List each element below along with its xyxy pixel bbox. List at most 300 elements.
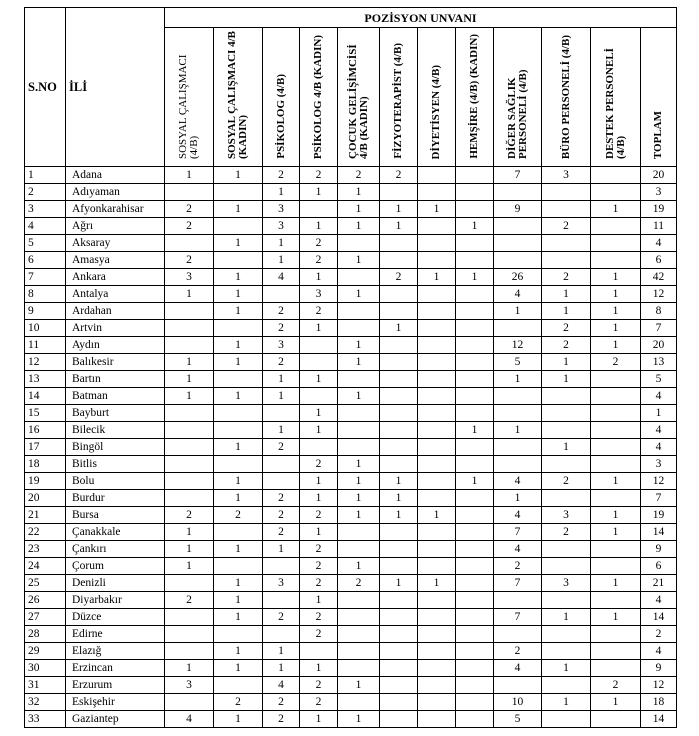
count-cell bbox=[338, 371, 380, 388]
total-cell: 4 bbox=[641, 388, 677, 405]
count-cell: 2 bbox=[542, 269, 591, 286]
count-cell: 1 bbox=[214, 337, 263, 354]
count-cell bbox=[418, 235, 456, 252]
count-cell: 2 bbox=[380, 269, 418, 286]
count-cell bbox=[418, 473, 456, 490]
count-cell: 1 bbox=[338, 252, 380, 269]
total-cell: 19 bbox=[641, 507, 677, 524]
count-cell bbox=[418, 184, 456, 201]
count-cell: 2 bbox=[300, 167, 338, 184]
province-cell: Bayburt bbox=[66, 405, 165, 422]
count-cell: 1 bbox=[591, 320, 641, 337]
column-header bbox=[380, 28, 418, 167]
count-cell: 2 bbox=[263, 167, 300, 184]
count-cell: 2 bbox=[165, 218, 214, 235]
count-cell: 2 bbox=[263, 694, 300, 711]
count-cell: 1 bbox=[300, 524, 338, 541]
count-cell bbox=[494, 235, 542, 252]
total-cell: 20 bbox=[641, 337, 677, 354]
count-cell bbox=[456, 643, 494, 660]
count-cell: 1 bbox=[300, 490, 338, 507]
sno-cell: 10 bbox=[25, 320, 66, 337]
count-cell: 1 bbox=[300, 473, 338, 490]
count-cell bbox=[380, 592, 418, 609]
count-cell: 2 bbox=[300, 575, 338, 592]
count-cell bbox=[542, 711, 591, 728]
count-cell bbox=[418, 626, 456, 643]
count-cell: 2 bbox=[300, 507, 338, 524]
sno-cell: 24 bbox=[25, 558, 66, 575]
count-cell: 1 bbox=[456, 473, 494, 490]
count-cell: 2 bbox=[338, 167, 380, 184]
province-cell: Çankırı bbox=[66, 541, 165, 558]
count-cell bbox=[456, 252, 494, 269]
count-cell: 10 bbox=[494, 694, 542, 711]
count-cell bbox=[542, 592, 591, 609]
column-header-label: HEMŞİRE (4/B) (KADIN) bbox=[468, 34, 480, 159]
column-header-label: BÜRO PERSONELİ (4/B) bbox=[559, 34, 572, 159]
table-row bbox=[25, 201, 677, 218]
count-cell: 2 bbox=[263, 320, 300, 337]
total-cell: 6 bbox=[641, 252, 677, 269]
count-cell: 3 bbox=[263, 201, 300, 218]
table-row bbox=[25, 711, 677, 728]
sno-cell: 20 bbox=[25, 490, 66, 507]
count-cell: 1 bbox=[338, 354, 380, 371]
sno-cell: 31 bbox=[25, 677, 66, 694]
count-cell bbox=[456, 320, 494, 337]
count-cell: 2 bbox=[263, 711, 300, 728]
count-cell: 1 bbox=[338, 218, 380, 235]
count-cell: 1 bbox=[214, 354, 263, 371]
count-cell: 1 bbox=[418, 575, 456, 592]
province-cell: Afyonkarahisar bbox=[66, 201, 165, 218]
count-cell bbox=[380, 184, 418, 201]
count-cell bbox=[591, 626, 641, 643]
table-row bbox=[25, 490, 677, 507]
count-cell bbox=[418, 388, 456, 405]
column-header bbox=[494, 28, 542, 167]
count-cell bbox=[456, 558, 494, 575]
count-cell: 2 bbox=[300, 558, 338, 575]
count-cell: 1 bbox=[542, 286, 591, 303]
count-cell bbox=[380, 711, 418, 728]
count-cell bbox=[456, 303, 494, 320]
count-cell bbox=[456, 354, 494, 371]
count-cell: 1 bbox=[542, 609, 591, 626]
count-cell: 2 bbox=[263, 439, 300, 456]
count-cell: 3 bbox=[300, 286, 338, 303]
count-cell bbox=[456, 456, 494, 473]
count-cell bbox=[214, 371, 263, 388]
sno-cell: 4 bbox=[25, 218, 66, 235]
column-header-label: DİYETİSYEN (4/B) bbox=[430, 64, 442, 159]
count-cell bbox=[591, 643, 641, 660]
province-cell: Çanakkale bbox=[66, 524, 165, 541]
count-cell: 1 bbox=[338, 184, 380, 201]
count-cell bbox=[591, 218, 641, 235]
count-cell bbox=[214, 677, 263, 694]
count-cell bbox=[456, 609, 494, 626]
count-cell bbox=[591, 184, 641, 201]
count-cell bbox=[165, 490, 214, 507]
count-cell: 1 bbox=[214, 473, 263, 490]
count-cell: 1 bbox=[214, 490, 263, 507]
count-cell bbox=[591, 167, 641, 184]
count-cell: 1 bbox=[263, 660, 300, 677]
column-header-label: ÇOCUK GELİŞİMCİSİ 4/B (KADIN) bbox=[346, 44, 370, 159]
count-cell: 1 bbox=[214, 643, 263, 660]
column-header bbox=[418, 28, 456, 167]
count-cell bbox=[418, 711, 456, 728]
count-cell bbox=[591, 592, 641, 609]
total-cell: 4 bbox=[641, 643, 677, 660]
province-cell: Adıyaman bbox=[66, 184, 165, 201]
count-cell: 1 bbox=[214, 303, 263, 320]
total-cell: 3 bbox=[641, 456, 677, 473]
count-cell: 1 bbox=[263, 235, 300, 252]
total-cell: 42 bbox=[641, 269, 677, 286]
count-cell: 26 bbox=[494, 269, 542, 286]
count-cell bbox=[456, 524, 494, 541]
province-cell: Çorum bbox=[66, 558, 165, 575]
count-cell bbox=[338, 524, 380, 541]
table-row bbox=[25, 575, 677, 592]
total-cell: 14 bbox=[641, 711, 677, 728]
count-cell bbox=[494, 592, 542, 609]
count-cell: 1 bbox=[380, 320, 418, 337]
sno-cell: 5 bbox=[25, 235, 66, 252]
count-cell bbox=[456, 405, 494, 422]
count-cell bbox=[380, 558, 418, 575]
count-cell: 1 bbox=[165, 167, 214, 184]
sno-cell: 8 bbox=[25, 286, 66, 303]
count-cell: 1 bbox=[263, 252, 300, 269]
count-cell bbox=[494, 405, 542, 422]
count-cell: 1 bbox=[165, 388, 214, 405]
count-cell bbox=[542, 201, 591, 218]
province-cell: Batman bbox=[66, 388, 165, 405]
count-cell bbox=[542, 490, 591, 507]
sno-cell: 18 bbox=[25, 456, 66, 473]
count-cell bbox=[418, 456, 456, 473]
count-cell: 1 bbox=[591, 337, 641, 354]
count-cell: 5 bbox=[494, 354, 542, 371]
count-cell bbox=[418, 167, 456, 184]
count-cell bbox=[418, 677, 456, 694]
sno-cell: 9 bbox=[25, 303, 66, 320]
sno-cell: 25 bbox=[25, 575, 66, 592]
province-cell: Bingöl bbox=[66, 439, 165, 456]
table-row bbox=[25, 609, 677, 626]
count-cell: 2 bbox=[300, 626, 338, 643]
sno-cell: 6 bbox=[25, 252, 66, 269]
sno-cell: 23 bbox=[25, 541, 66, 558]
column-header bbox=[456, 28, 494, 167]
province-cell: Diyarbakır bbox=[66, 592, 165, 609]
count-cell bbox=[165, 694, 214, 711]
count-cell: 1 bbox=[338, 388, 380, 405]
count-cell bbox=[456, 490, 494, 507]
count-cell: 1 bbox=[591, 694, 641, 711]
count-cell: 2 bbox=[542, 524, 591, 541]
count-cell: 3 bbox=[542, 167, 591, 184]
count-cell: 9 bbox=[494, 201, 542, 218]
count-cell bbox=[494, 252, 542, 269]
sno-cell: 22 bbox=[25, 524, 66, 541]
table-row bbox=[25, 524, 677, 541]
count-cell bbox=[418, 303, 456, 320]
count-cell bbox=[591, 558, 641, 575]
count-cell bbox=[542, 422, 591, 439]
total-cell: 8 bbox=[641, 303, 677, 320]
total-cell: 2 bbox=[641, 626, 677, 643]
sno-cell: 13 bbox=[25, 371, 66, 388]
count-cell: 3 bbox=[542, 575, 591, 592]
province-cell: Bartın bbox=[66, 371, 165, 388]
sno-cell: 32 bbox=[25, 694, 66, 711]
count-cell bbox=[456, 167, 494, 184]
count-cell: 1 bbox=[456, 422, 494, 439]
count-cell bbox=[418, 643, 456, 660]
count-cell bbox=[456, 184, 494, 201]
count-cell bbox=[380, 694, 418, 711]
count-cell: 1 bbox=[380, 218, 418, 235]
count-cell: 1 bbox=[456, 218, 494, 235]
count-cell bbox=[380, 609, 418, 626]
count-cell bbox=[380, 303, 418, 320]
total-cell: 4 bbox=[641, 422, 677, 439]
count-cell: 1 bbox=[542, 303, 591, 320]
count-cell: 12 bbox=[494, 337, 542, 354]
count-cell bbox=[591, 490, 641, 507]
count-cell: 1 bbox=[300, 371, 338, 388]
count-cell: 1 bbox=[494, 422, 542, 439]
province-cell: Ardahan bbox=[66, 303, 165, 320]
count-cell: 1 bbox=[165, 524, 214, 541]
count-cell: 4 bbox=[494, 541, 542, 558]
sno-cell: 7 bbox=[25, 269, 66, 286]
sno-cell: 19 bbox=[25, 473, 66, 490]
count-cell bbox=[542, 388, 591, 405]
count-cell bbox=[380, 456, 418, 473]
count-cell bbox=[165, 405, 214, 422]
count-cell: 3 bbox=[263, 337, 300, 354]
count-cell: 2 bbox=[591, 354, 641, 371]
count-cell: 1 bbox=[300, 405, 338, 422]
table-row bbox=[25, 592, 677, 609]
count-cell: 1 bbox=[300, 184, 338, 201]
total-cell: 13 bbox=[641, 354, 677, 371]
count-cell: 3 bbox=[263, 218, 300, 235]
count-cell: 1 bbox=[214, 660, 263, 677]
sno-cell: 15 bbox=[25, 405, 66, 422]
count-cell bbox=[591, 405, 641, 422]
count-cell bbox=[338, 592, 380, 609]
table-row bbox=[25, 405, 677, 422]
count-cell: 1 bbox=[542, 354, 591, 371]
count-cell bbox=[263, 473, 300, 490]
sno-cell: 1 bbox=[25, 167, 66, 184]
province-cell: Burdur bbox=[66, 490, 165, 507]
count-cell: 1 bbox=[338, 337, 380, 354]
count-cell: 7 bbox=[494, 524, 542, 541]
table-row bbox=[25, 371, 677, 388]
count-cell bbox=[338, 626, 380, 643]
count-cell: 2 bbox=[300, 609, 338, 626]
count-cell bbox=[418, 218, 456, 235]
column-header-label: DİĞER SAĞLIK PERSONELİ (4/B) bbox=[505, 69, 529, 159]
total-cell: 3 bbox=[641, 184, 677, 201]
count-cell bbox=[380, 252, 418, 269]
count-cell bbox=[542, 252, 591, 269]
total-cell: 20 bbox=[641, 167, 677, 184]
count-cell bbox=[338, 320, 380, 337]
count-cell bbox=[380, 337, 418, 354]
count-cell bbox=[165, 456, 214, 473]
count-cell bbox=[380, 677, 418, 694]
count-cell bbox=[380, 439, 418, 456]
count-cell bbox=[456, 371, 494, 388]
count-cell: 2 bbox=[165, 592, 214, 609]
count-cell: 1 bbox=[338, 711, 380, 728]
count-cell: 1 bbox=[591, 286, 641, 303]
count-cell bbox=[542, 643, 591, 660]
count-cell bbox=[214, 405, 263, 422]
count-cell: 1 bbox=[542, 660, 591, 677]
count-cell bbox=[214, 320, 263, 337]
count-cell bbox=[418, 286, 456, 303]
count-cell: 1 bbox=[300, 711, 338, 728]
count-cell: 1 bbox=[418, 507, 456, 524]
count-cell bbox=[300, 388, 338, 405]
count-cell: 1 bbox=[214, 286, 263, 303]
sno-header: S.NO bbox=[25, 8, 66, 167]
province-cell: Gaziantep bbox=[66, 711, 165, 728]
count-cell bbox=[418, 541, 456, 558]
count-cell bbox=[542, 184, 591, 201]
count-cell bbox=[263, 592, 300, 609]
count-cell bbox=[591, 711, 641, 728]
table-row bbox=[25, 303, 677, 320]
count-cell bbox=[380, 405, 418, 422]
count-cell: 1 bbox=[263, 643, 300, 660]
count-cell: 1 bbox=[214, 711, 263, 728]
count-cell bbox=[380, 643, 418, 660]
table-row bbox=[25, 337, 677, 354]
count-cell bbox=[456, 439, 494, 456]
count-cell: 7 bbox=[494, 609, 542, 626]
count-cell bbox=[494, 184, 542, 201]
count-cell bbox=[542, 626, 591, 643]
sno-cell: 21 bbox=[25, 507, 66, 524]
count-cell bbox=[300, 439, 338, 456]
count-cell bbox=[418, 694, 456, 711]
count-cell bbox=[214, 252, 263, 269]
count-cell bbox=[380, 422, 418, 439]
count-cell bbox=[165, 422, 214, 439]
count-cell bbox=[494, 388, 542, 405]
count-cell: 2 bbox=[165, 201, 214, 218]
count-cell bbox=[338, 269, 380, 286]
count-cell bbox=[263, 558, 300, 575]
count-cell: 1 bbox=[214, 575, 263, 592]
province-cell: Adana bbox=[66, 167, 165, 184]
count-cell bbox=[263, 286, 300, 303]
total-cell: 1 bbox=[641, 405, 677, 422]
province-cell: Eskişehir bbox=[66, 694, 165, 711]
sno-cell: 3 bbox=[25, 201, 66, 218]
count-cell: 1 bbox=[214, 269, 263, 286]
count-cell bbox=[300, 201, 338, 218]
count-cell: 2 bbox=[542, 337, 591, 354]
count-cell: 1 bbox=[263, 422, 300, 439]
column-header-label: TOPLAM bbox=[652, 110, 664, 159]
province-cell: Denizli bbox=[66, 575, 165, 592]
count-cell: 1 bbox=[300, 592, 338, 609]
table-row bbox=[25, 286, 677, 303]
count-cell bbox=[263, 405, 300, 422]
count-cell bbox=[380, 371, 418, 388]
group-header: POZİSYON UNVANI bbox=[165, 8, 677, 28]
count-cell bbox=[338, 541, 380, 558]
count-cell: 3 bbox=[165, 677, 214, 694]
count-cell: 4 bbox=[263, 269, 300, 286]
count-cell: 2 bbox=[263, 354, 300, 371]
column-header bbox=[300, 28, 338, 167]
province-cell: Ankara bbox=[66, 269, 165, 286]
il-header: İLİ bbox=[66, 8, 165, 167]
count-cell bbox=[542, 541, 591, 558]
total-cell: 12 bbox=[641, 473, 677, 490]
count-cell bbox=[165, 609, 214, 626]
count-cell bbox=[165, 320, 214, 337]
count-cell: 2 bbox=[380, 167, 418, 184]
column-header-label: PSİKOLOG 4/B (KADIN) bbox=[312, 34, 324, 159]
total-cell: 4 bbox=[641, 235, 677, 252]
count-cell bbox=[418, 405, 456, 422]
count-cell bbox=[542, 677, 591, 694]
count-cell: 1 bbox=[591, 201, 641, 218]
count-cell bbox=[338, 643, 380, 660]
count-cell: 2 bbox=[263, 507, 300, 524]
count-cell bbox=[456, 541, 494, 558]
sno-cell: 30 bbox=[25, 660, 66, 677]
table-row bbox=[25, 439, 677, 456]
count-cell: 1 bbox=[338, 473, 380, 490]
total-cell: 6 bbox=[641, 558, 677, 575]
count-cell: 1 bbox=[214, 609, 263, 626]
count-cell: 1 bbox=[165, 371, 214, 388]
sno-cell: 33 bbox=[25, 711, 66, 728]
total-cell: 4 bbox=[641, 439, 677, 456]
count-cell bbox=[456, 388, 494, 405]
count-cell bbox=[456, 694, 494, 711]
total-cell: 12 bbox=[641, 677, 677, 694]
count-cell: 2 bbox=[542, 473, 591, 490]
count-cell: 1 bbox=[338, 490, 380, 507]
count-cell bbox=[338, 235, 380, 252]
table-row bbox=[25, 422, 677, 439]
table-row bbox=[25, 626, 677, 643]
count-cell bbox=[338, 303, 380, 320]
count-cell: 2 bbox=[263, 524, 300, 541]
province-cell: Amasya bbox=[66, 252, 165, 269]
sno-cell: 28 bbox=[25, 626, 66, 643]
total-cell: 12 bbox=[641, 286, 677, 303]
sno-cell: 26 bbox=[25, 592, 66, 609]
count-cell: 2 bbox=[300, 541, 338, 558]
